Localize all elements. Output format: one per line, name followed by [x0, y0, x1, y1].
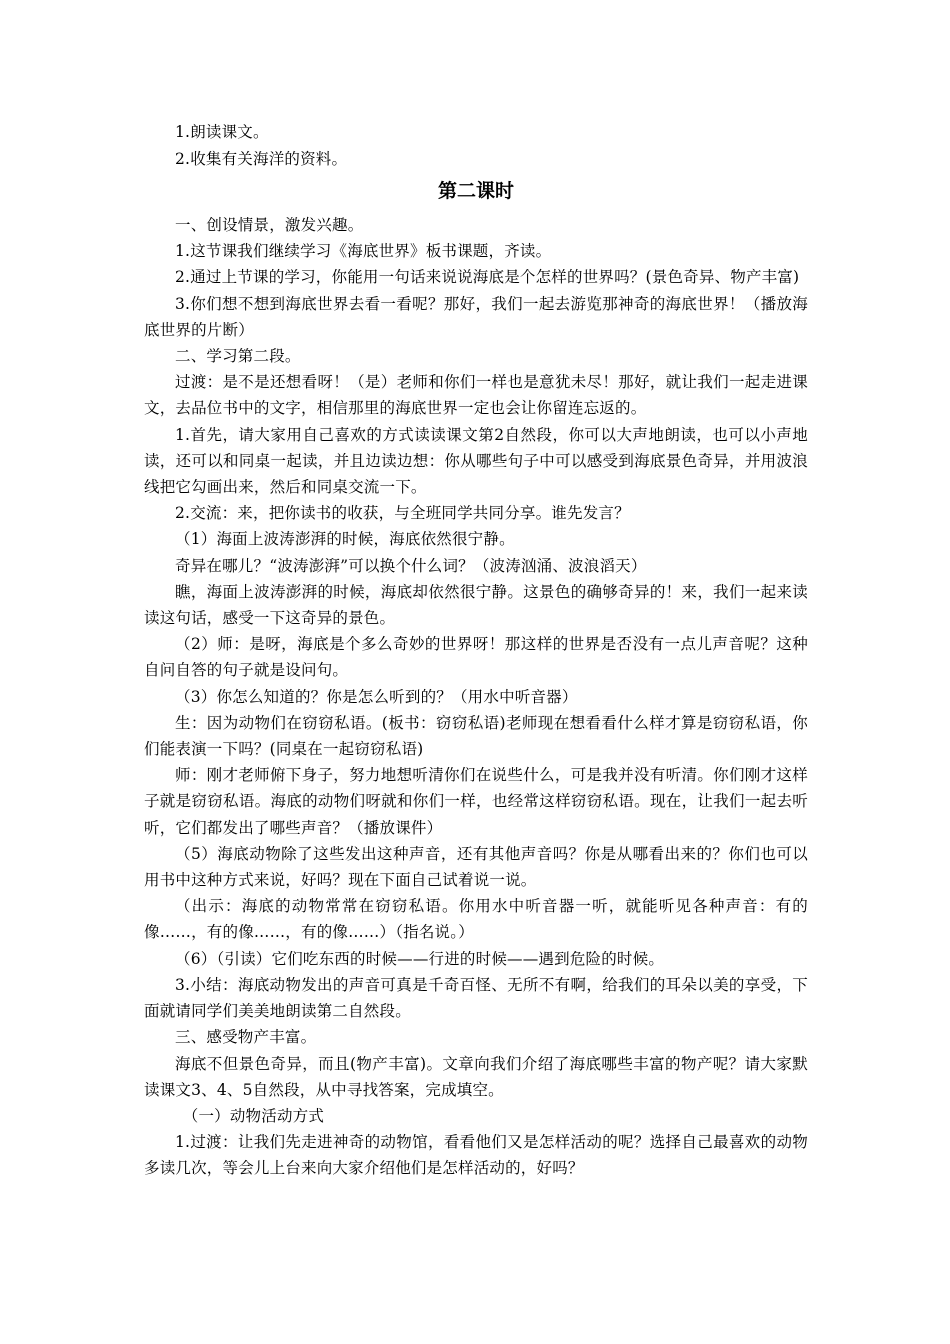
paragraph: 二、学习第二段。	[175, 347, 301, 366]
document-body	[144, 119, 808, 1182]
paragraph: 1.过渡：让我们先走进神奇的动物馆，看看他们又是怎样活动的呢？选择自己最喜欢的动物多读几次，等会儿上台来向大家介绍他们是怎样活动的，好吗？	[144, 1133, 808, 1178]
paragraph: 1.这节课我们继续学习《海底世界》板书课题，齐读。	[175, 242, 552, 261]
paragraph: 1.首先，请大家用自己喜欢的方式读读课文第2自然段，你可以大声地朗读，也可以小声地读，还可以和同桌一起读，并且边读边想：你从哪些句子中可以感受到海底景色奇异，并用波浪线把它勾画出来，然后和同桌交流一下。	[144, 425, 808, 497]
paragraph: 师：刚才老师俯下身子，努力地想听清你们在说些什么，可是我并没有听清。你们刚才这样子就是窃窃私语。海底的动物们呀就和你们一样，也经常这样窃窃私语。现在，让我们一起去听听，它们都发出了哪些声音？（播放课件）	[144, 766, 808, 837]
paragraph: （5）海底动物除了这些发出这种声音，还有其他声音吗？你是从哪看出来的？你们也可以用书中这种方式来说，好吗？现在下面自己试着说一说。	[144, 844, 808, 890]
paragraph: 2.通过上节课的学习，你能用一句话来说说海底是个怎样的世界吗？(景色奇异、物产丰富)	[175, 268, 800, 287]
paragraph: （一）动物活动方式	[182, 1106, 325, 1125]
paragraph: （6）（引读）它们吃东西的时候——行进的时候——遇到危险的时候。	[175, 949, 665, 968]
paragraph: 三、感受物产丰富。	[175, 1028, 317, 1047]
paragraph: （2）师：是呀，海底是个多么奇妙的世界呀！那这样的世界是否没有一点儿声音呢？这种自问自答的句子就是设问句。	[144, 635, 808, 680]
paragraph: （1）海面上波涛澎湃的时候，海底依然很宁静。	[175, 530, 515, 549]
paragraph: 一、创设情景，激发兴趣。	[175, 216, 364, 234]
prep-item: 1.朗读课文。	[175, 123, 269, 141]
paragraph: 海底不但景色奇异，而且(物产丰富)。文章向我们介绍了海底哪些丰富的物产呢？请大家默读课文3、4、5自然段，从中寻找答案，完成填空。	[144, 1054, 808, 1099]
paragraph: （出示：海底的动物常常在窃窃私语。你用水中听音器一听，就能听见各种声音：有的像……，有的像……，有的像……）（指名说。）	[144, 897, 808, 942]
paragraph: 过渡：是不是还想看呀！（是）老师和你们一样也是意犹未尽！那好，就让我们一起走进课文，去品位书中的文字，相信那里的海底世界一定也会让你留连忘返的。	[144, 373, 808, 418]
section-title: 第二课时	[437, 180, 514, 202]
paragraph: 瞧，海面上波涛澎湃的时候，海底却依然很宁静。这景色的确够奇异的！来，我们一起来读读这句话，感受一下这奇异的景色。	[144, 582, 808, 628]
paragraph: 2.交流：来，把你读书的收获，与全班同学共同分享。谁先发言？	[175, 504, 630, 523]
paragraph: 3.你们想不想到海底世界去看一看呢？那好，我们一起去游览那神奇的海底世界！（播放海底世界的片断）	[144, 294, 808, 339]
paragraph: （3）你怎么知道的？你是怎么听到的？（用水中听音器）	[175, 687, 578, 706]
paragraph: 奇异在哪儿？“波涛澎湃”可以换个什么词？（波涛汹涌、波浪滔天）	[175, 556, 647, 575]
paragraph: 3.小结：海底动物发出的声音可真是千奇百怪、无所不有啊，给我们的耳朵以美的享受，下面就请同学们美美地朗读第二自然段。	[144, 975, 808, 1021]
paragraph: 生：因为动物们在窃窃私语。(板书：窃窃私语)老师现在想看看什么样才算是窃窃私语，你们能表演一下吗？(同桌在一起窃窃私语)	[144, 713, 808, 759]
prep-item: 2.收集有关海洋的资料。	[175, 150, 348, 168]
